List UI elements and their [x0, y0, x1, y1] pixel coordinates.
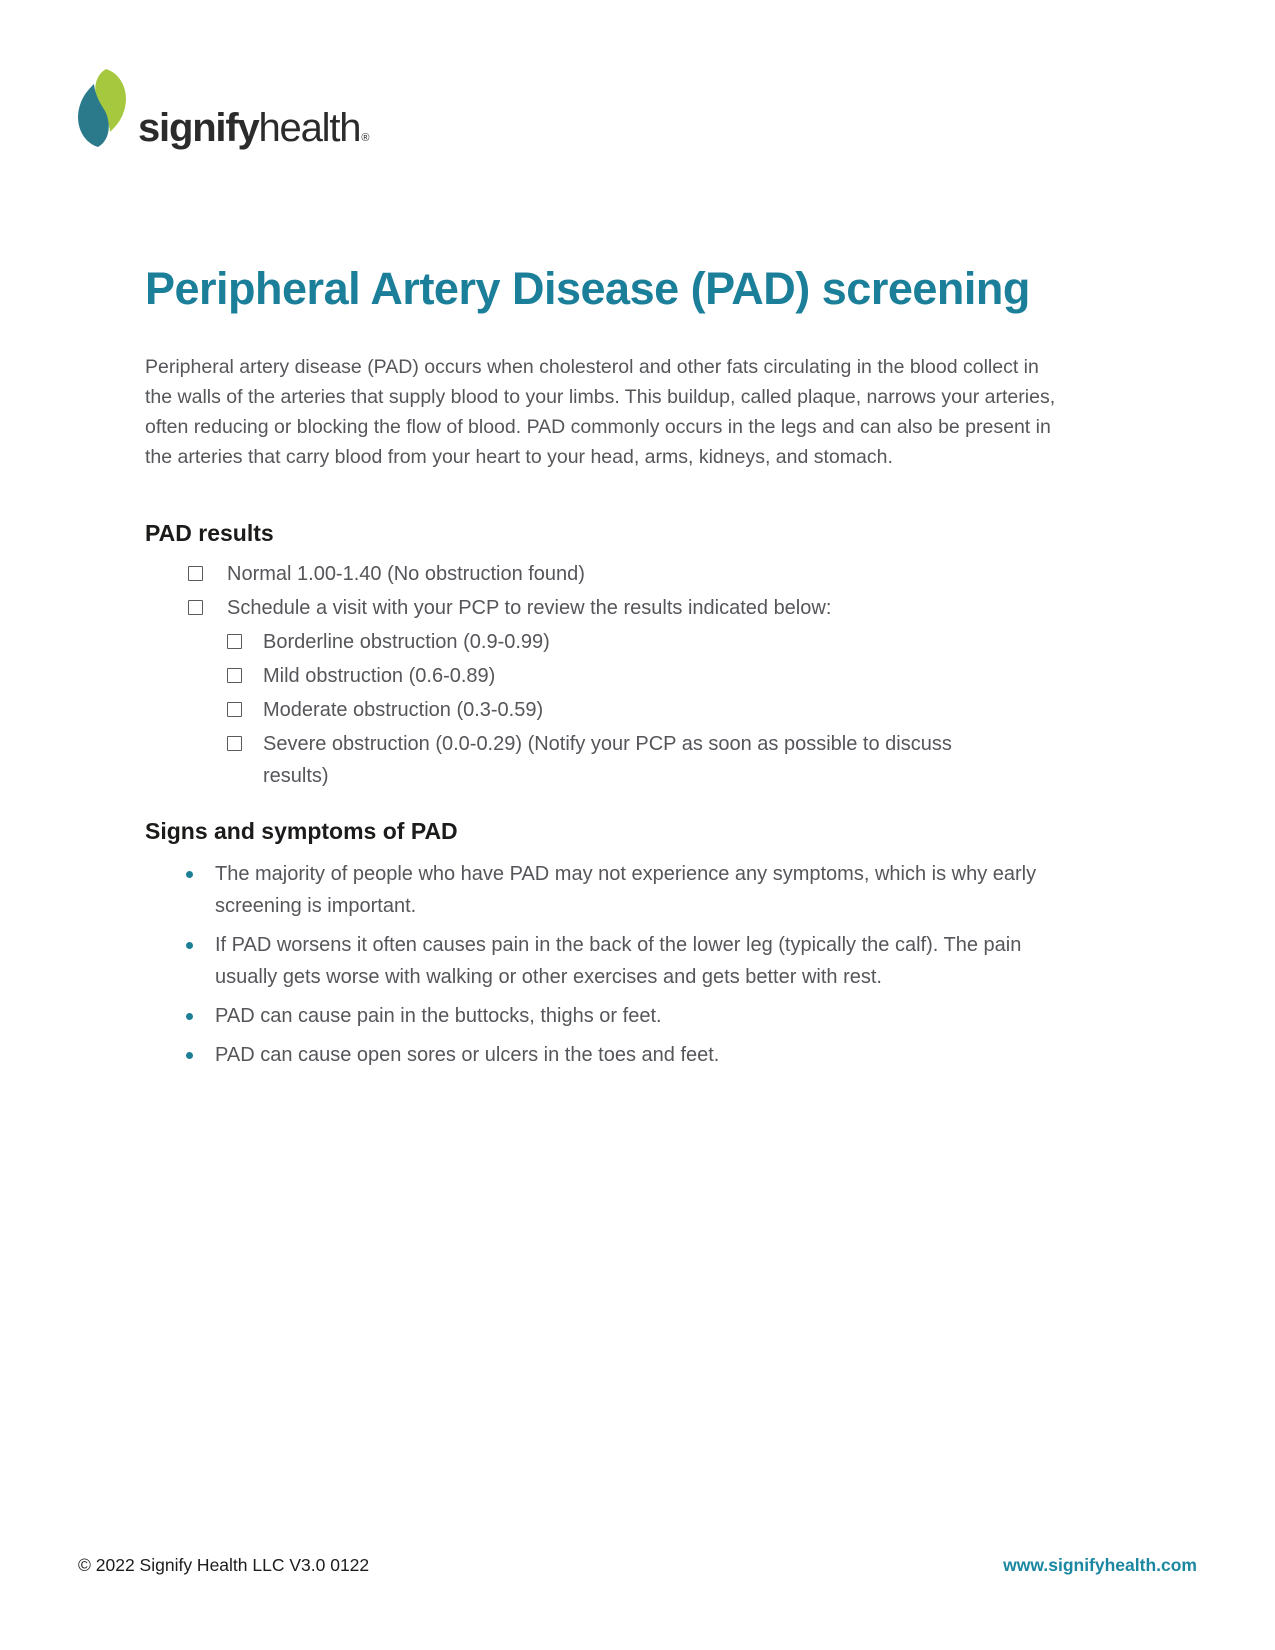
bullet-dot-icon — [186, 871, 193, 878]
bullet-text: PAD can cause pain in the buttocks, thighs or feet. — [215, 1005, 662, 1027]
signify-health-logo — [75, 68, 368, 148]
logo-wordmark — [138, 108, 368, 148]
bullet-dot-icon — [186, 1013, 193, 1020]
checklist-item-label: Schedule a visit with your PCP to review the results indicated below: — [227, 597, 832, 619]
signs-symptoms-heading: Signs and symptoms of PAD — [145, 818, 458, 844]
checklist-item-moderate — [227, 694, 1077, 726]
signs-symptoms-list — [145, 858, 1077, 1071]
checkbox-severe[interactable] — [227, 736, 242, 751]
checkbox-normal[interactable] — [188, 566, 203, 581]
checklist-item-label: Moderate obstruction (0.3-0.59) — [263, 699, 544, 721]
checkbox-mild[interactable] — [227, 668, 242, 683]
bullet-text: The majority of people who have PAD may not experience any symptoms, which is why early screening is important. — [215, 863, 1037, 917]
checklist-item-severe — [227, 728, 1077, 792]
copyright-text: © 2022 Signify Health LLC V3.0 0122 — [78, 1555, 370, 1575]
list-item — [145, 929, 1077, 993]
pad-results-checklist — [145, 558, 1077, 792]
logo-wordmark-signify: signify — [138, 106, 259, 150]
list-item — [145, 1000, 1077, 1032]
list-item — [145, 858, 1077, 922]
page-title: Peripheral Artery Disease (PAD) screening — [145, 263, 1030, 314]
registered-trademark-icon: ® — [361, 132, 369, 144]
list-item — [145, 1039, 1077, 1071]
checklist-item-label: Borderline obstruction (0.9-0.99) — [263, 631, 550, 653]
checkbox-borderline[interactable] — [227, 634, 242, 649]
checklist-item-mild — [227, 660, 1077, 692]
checklist-item-normal — [188, 558, 1077, 590]
signify-leaf-icon — [75, 68, 129, 148]
page-footer — [78, 1555, 1197, 1576]
checklist-item-label: Mild obstruction (0.6-0.89) — [263, 665, 496, 687]
bullet-dot-icon — [186, 942, 193, 949]
intro-paragraph: Peripheral artery disease (PAD) occurs when cholesterol and other fats circulating in the blood collect in the walls of the arteries that supply blood to your limbs. This buildup, called plaque, narrows your arteries, often reducing or blocking the flow of blood. PAD commonly occurs in the legs and can also be present in the arteries that carry blood from your heart to your head, arms, kidneys, and stomach. — [145, 356, 1056, 468]
bullet-dot-icon — [186, 1052, 193, 1059]
pad-results-heading: PAD results — [145, 520, 274, 546]
checklist-item-label: Severe obstruction (0.0-0.29) (Notify your PCP as soon as possible to discuss results) — [263, 733, 952, 787]
checkbox-schedule-visit[interactable] — [188, 600, 203, 615]
bullet-text: PAD can cause open sores or ulcers in the toes and feet. — [215, 1044, 720, 1066]
website-link[interactable]: www.signifyhealth.com — [1003, 1555, 1197, 1575]
checklist-item-schedule-visit — [188, 592, 1077, 624]
checkbox-moderate[interactable] — [227, 702, 242, 717]
logo-wordmark-health: health — [258, 106, 361, 150]
checklist-item-borderline — [227, 626, 1077, 658]
main-content — [145, 264, 1077, 1078]
bullet-text: If PAD worsens it often causes pain in the back of the lower leg (typically the calf). The pain usually gets worse with walking or other exercises and gets better with rest. — [215, 934, 1022, 988]
checklist-item-label: Normal 1.00-1.40 (No obstruction found) — [227, 563, 585, 585]
